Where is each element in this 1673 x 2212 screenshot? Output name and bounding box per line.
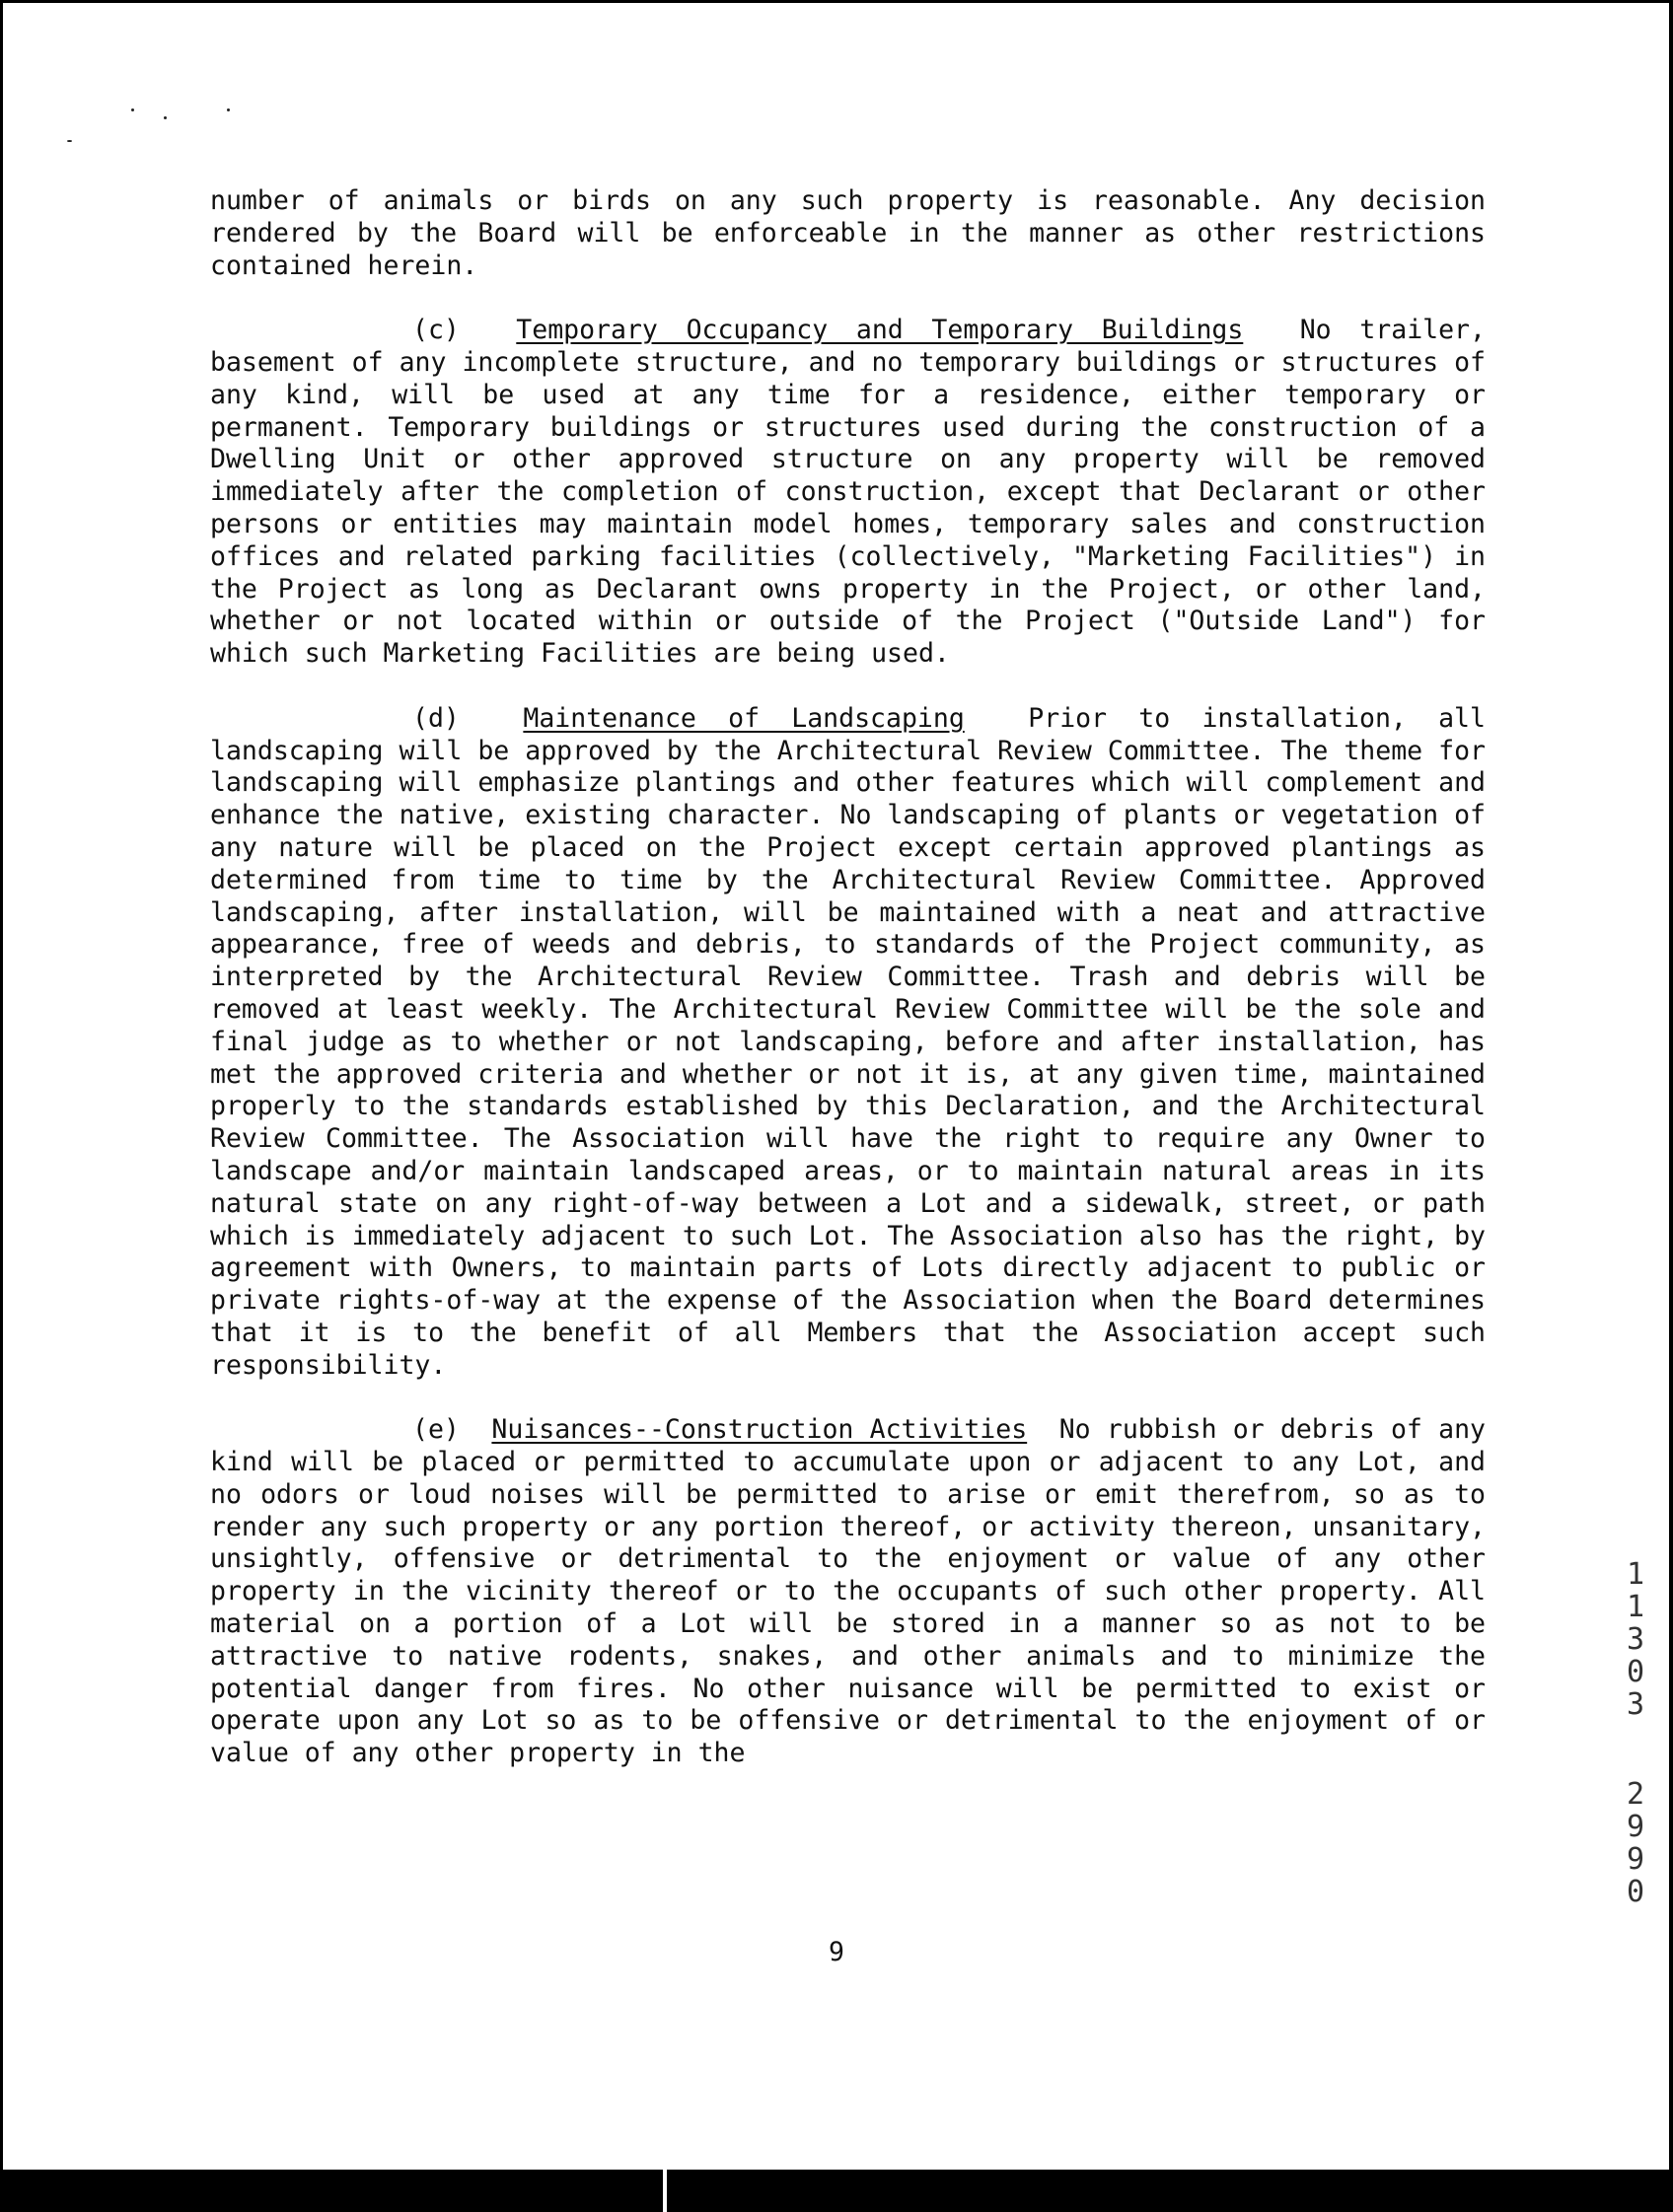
scan-bottom-border <box>0 2170 1673 2212</box>
section-d-label: (d) <box>412 702 460 734</box>
stamp-digit: 9 <box>1626 1842 1645 1877</box>
scan-speck <box>227 108 230 111</box>
scan-right-border <box>1669 0 1673 2170</box>
page-number: 9 <box>829 1937 844 1967</box>
document-body <box>210 185 1486 1803</box>
section-d-body: Prior to installation, all landscaping will be approved by the Architectural Review Committee. The theme for landscaping will emphasize plantings and other features which will complement and enhance the native, existing character. No landscaping of plants or vegetation of any nature will be placed on the Project except certain approved plantings as determined from time to time by the Architectural Review Committee. Approved landscaping, after installation, will be maintained with a neat and attractive appearance, free of weeds and debris, to standards of the Project community, as interpreted by the Architectural Review Committee. Trash and debris will be removed at least weekly. The Architectural Review Committee will be the sole and final judge as to whether or not landscaping, before and after installation, has met the approved criteria and whether or not it is, at any given time, maintained properly to the standards established by this Declaration, and the Architectural Review Committee. The Association will have the right to require any Owner to landscape and/or maintain landscaped areas, or to maintain natural areas in its natural state on any right-of-way between a Lot and a sidewalk, street, or path which is immediately adjacent to such Lot. The Association also has the right, by agreement with Owners, to maintain parts of Lots directly adjacent to public or private rights-of-way at the expense of the Association when the Board determines that it is to the benefit of all Members that the Association accept such responsibility. <box>210 702 1486 1381</box>
margin-document-number-stamp <box>1618 1558 1653 1908</box>
stamp-digit: 3 <box>1626 1687 1645 1722</box>
scan-speck <box>67 140 72 142</box>
scan-bottom-notch <box>663 2170 667 2212</box>
stamp-digit: 0 <box>1626 1875 1645 1909</box>
stamp-digit: 0 <box>1626 1655 1645 1689</box>
stamp-digit: 9 <box>1626 1810 1645 1844</box>
stamp-digit: 1 <box>1626 1557 1645 1592</box>
scan-top-border <box>0 0 1673 3</box>
section-d-paragraph <box>210 703 1486 1383</box>
section-e-body: No rubbish or debris of any kind will be placed or permitted to accumulate upon or adjacent to any Lot, and no odors or loud noises will be permitted to arise or emit therefrom, so as to render any such property or any portion thereof, or activity thereon, unsanitary, unsightly, offensive or detrimental to the enjoyment or value of any other property in the vicinity thereof or to the occupants of such other property. All material on a portion of a Lot will be stored in a manner so as not to be attractive to native rodents, snakes, and other animals and to minimize the potential danger from fires. No other nuisance will be permitted to exist or operate upon any Lot so as to be offensive or detrimental to the enjoyment of or value of any other property in the <box>210 1414 1486 1769</box>
scan-speck <box>164 116 167 119</box>
stamp-digit: 2 <box>1626 1777 1645 1812</box>
section-e-heading: Nuisances--Construction Activities <box>491 1414 1028 1446</box>
continuation-paragraph: number of animals or birds on any such property is reasonable. Any decision rendered by the Board will be enforceable in the manner as other restrictions contained herein. <box>210 185 1486 281</box>
scan-speck <box>131 108 134 111</box>
section-e-paragraph <box>210 1414 1486 1770</box>
section-c-heading: Temporary Occupancy and Temporary Buildings <box>516 315 1244 346</box>
section-d-heading: Maintenance of Landscaping <box>523 702 965 734</box>
section-c-paragraph <box>210 315 1486 671</box>
section-e-label: (e) <box>412 1414 460 1446</box>
stamp-digit: 1 <box>1626 1590 1645 1624</box>
section-c-body: No trailer, basement of any incomplete structure, and no temporary buildings or structures of any kind, will be used at any time for a residence, either temporary or permanent. Temporary buildings or structures used during the construction of a Dwelling Unit or other approved structure on any property will be removed immediately after the completion of construction, except that Declarant or other persons or entities may maintain model homes, temporary sales and construction offices and related parking facilities (collectively, "Marketing Facilities") in the Project as long as Declarant owns property in the Project, or other land, whether or not located within or outside of the Project ("Outside Land") for which such Marketing Facilities are being used. <box>210 315 1486 670</box>
stamp-digit: 3 <box>1626 1622 1645 1657</box>
section-c-label: (c) <box>412 315 460 346</box>
scan-left-border <box>0 0 3 2212</box>
